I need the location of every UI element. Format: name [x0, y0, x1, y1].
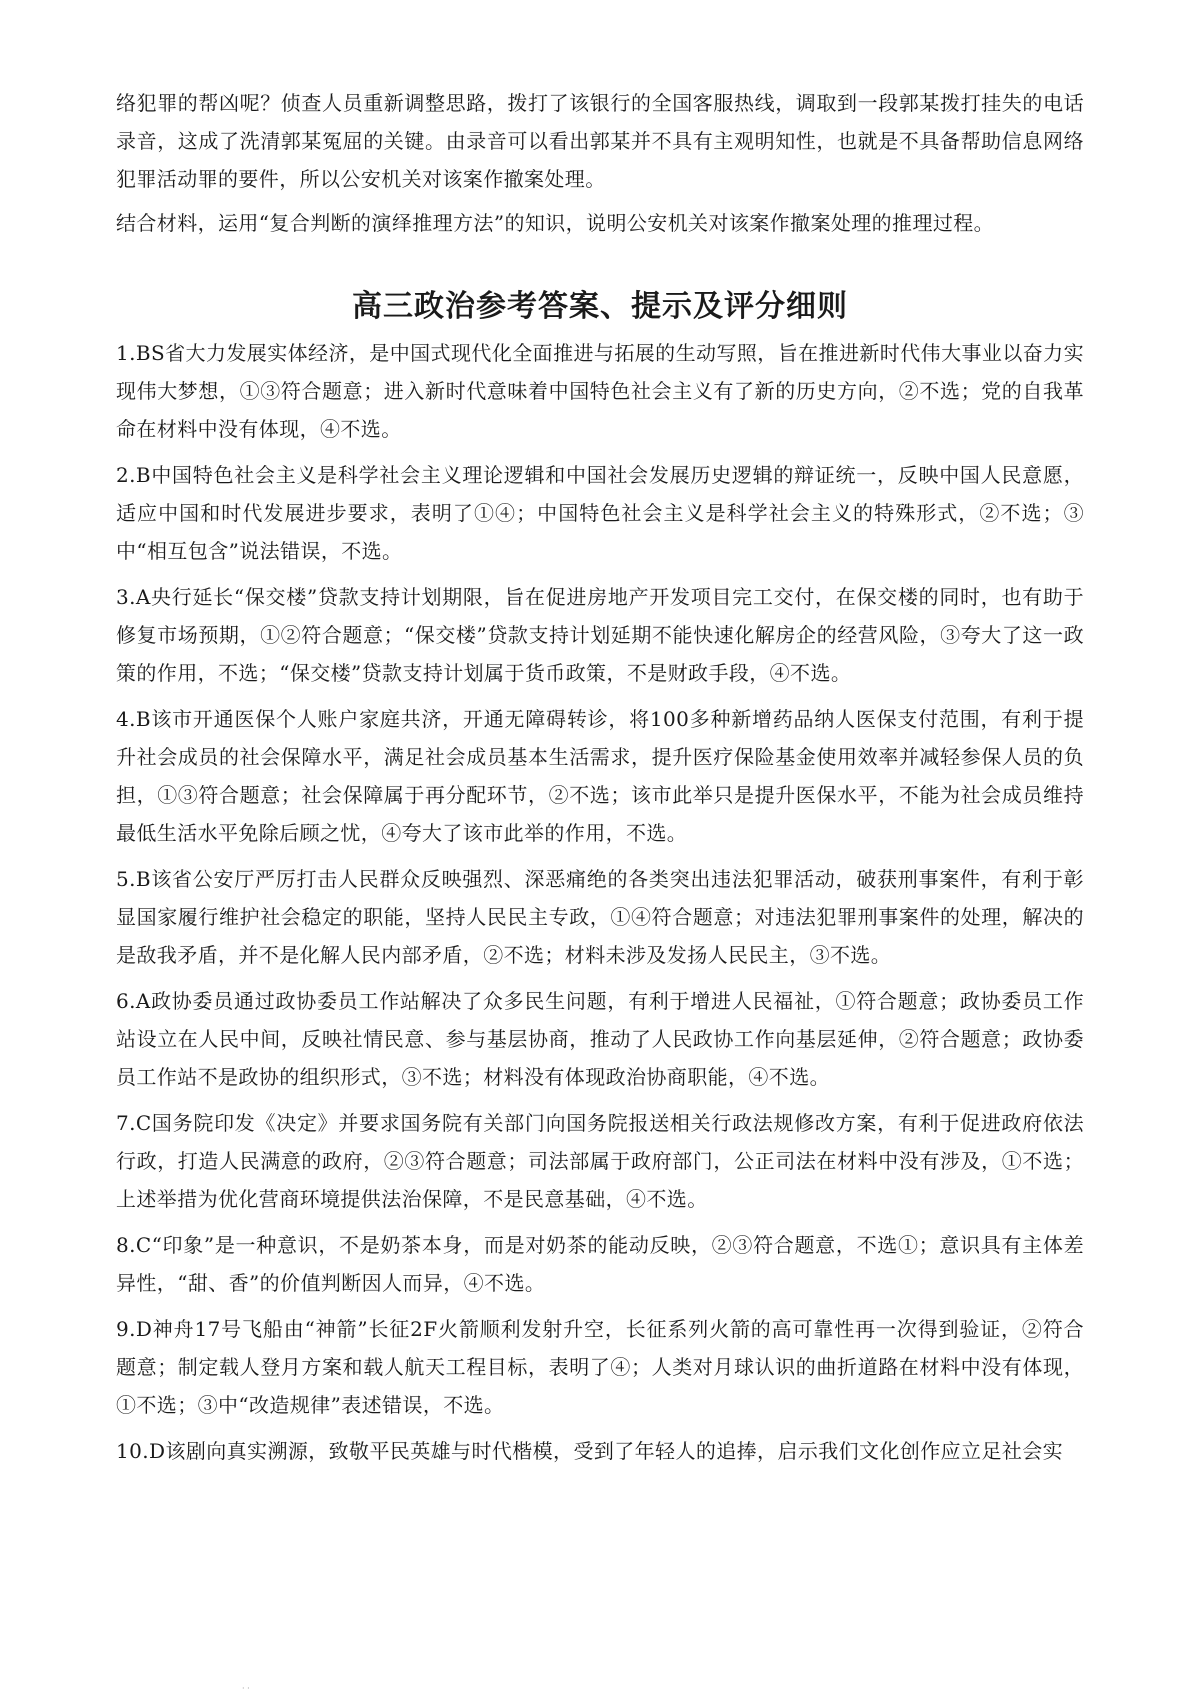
case-material-text: 络犯罪的帮凶呢？侦查人员重新调整思路，拨打了该银行的全国客服热线，调取到一段郭某拨打挂失的电话录音，这成了洗清郭某冤屈的关键。由录音可以看出郭某并不具有主观明知性，也就是不具备帮助信息网络犯罪活动罪的要件，所以公安机关对该案作撤案处理。	[116, 91, 1084, 191]
answer-item-4: 4.B该市开通医保个人账户家庭共济，开通无障碍转诊，将100多种新增药品纳人医保支付范围，有利于提升社会成员的社会保障水平，满足社会成员基本生活需求，提升医疗保险基金使用效率并减轻参保人员的负担，①③符合题意；社会保障属于再分配环节，②不选；该市此举只是提升医保水平，不能为社会成员维持最低生活水平免除后顾之忧，④夸大了该市此举的作用，不选。	[116, 707, 1084, 845]
answer-item-10: 10.D该剧向真实溯源，致敬平民英雄与时代楷模，受到了年轻人的追捧，启示我们文化创作应立足社会实	[116, 1439, 1064, 1463]
answer-item-9: 9.D神舟17号飞船由“神箭”长征2F火箭顺利发射升空，长征系列火箭的高可靠性再一次得到验证，②符合题意；制定载人登月方案和载人航天工程目标，表明了④；人类对月球认识的曲折道路在材料中没有体现，①不选；③中“改造规律”表述错误，不选。	[116, 1317, 1084, 1417]
page-title: 高三政治参考答案、提示及评分细则	[352, 289, 848, 324]
question-text: 结合材料，运用“复合判断的演绎推理方法”的知识，说明公安机关对该案作撤案处理的推理过程。	[116, 211, 995, 235]
answer-item-7: 7.C国务院印发《决定》并要求国务院有关部门向国务院报送相关行政法规修改方案，有利于促进政府依法行政，打造人民满意的政府，②③符合题意；司法部属于政府部门，公正司法在材料中没有涉及，①不选；上述举措为优化营商环境提供法治保障，不是民意基础，④不选。	[116, 1111, 1084, 1211]
answer-item-2: 2.B中国特色社会主义是科学社会主义理论逻辑和中国社会发展历史逻辑的辩证统一，反映中国人民意愿，适应中国和时代发展进步要求，表明了①④；中国特色社会主义是科学社会主义的特殊形式，②不选；③中“相互包含”说法错误，不选。	[116, 463, 1084, 563]
answer-item-8: 8.C“印象”是一种意识，不是奶茶本身，而是对奶茶的能动反映，②③符合题意，不选①；意识具有主体差异性，“甜、香”的价值判断因人而异，④不选。	[116, 1233, 1084, 1295]
answer-item-3: 3.A央行延长“保交楼”贷款支持计划期限，旨在促进房地产开发项目完工交付，在保交楼的同时，也有助于修复市场预期，①②符合题意；“保交楼”贷款支持计划延期不能快速化解房企的经营风险，③夸大了这一政策的作用，不选；“保交楼”贷款支持计划属于货币政策，不是财政手段，④不选。	[116, 585, 1084, 685]
answer-item-1: 1.BS省大力发展实体经济，是中国式现代化全面推进与拓展的生动写照，旨在推进新时代伟大事业以奋力实现伟大梦想，①③符合题意；进入新时代意味着中国特色社会主义有了新的历史方向，②不选；党的自我革命在材料中没有体现，④不选。	[116, 341, 1084, 441]
answer-item-5: 5.B该省公安厅严厉打击人民群众反映强烈、深恶痛绝的各类突出违法犯罪活动，破获刑事案件，有利于彰显国家履行维护社会稳定的职能，坚持人民民主专政，①④符合题意；对违法犯罪刑事案件的处理，解决的是敌我矛盾，并不是化解人民内部矛盾，②不选；材料未涉及发扬人民民主，③不选。	[116, 867, 1084, 967]
answer-item-6: 6.A政协委员通过政协委员工作站解决了众多民生问题，有利于增进人民福祉，①符合题意；政协委员工作站设立在人民中间，反映社情民意、参与基层协商，推动了人民政协工作向基层延伸，②符合题意；政协委员工作站不是政协的组织形式，③不选；材料没有体现政治协商职能，④不选。	[116, 989, 1084, 1089]
footer-marks: · ·	[242, 1684, 250, 1693]
